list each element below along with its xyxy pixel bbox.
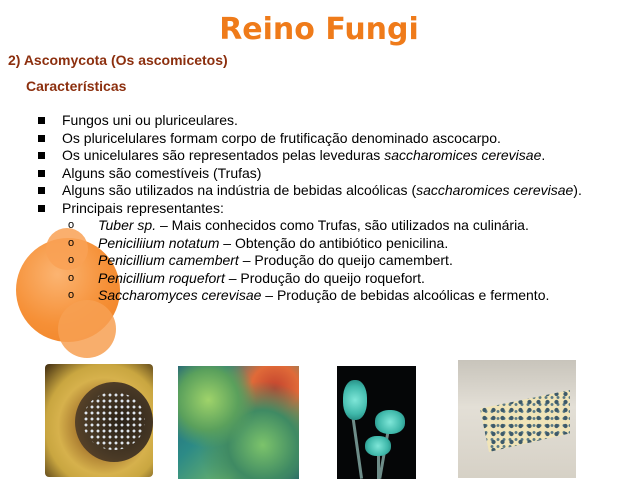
square-bullet-icon xyxy=(38,135,45,142)
representative-item xyxy=(66,217,604,235)
square-bullet-icon xyxy=(38,117,45,124)
circle-bullet-icon: o xyxy=(68,271,75,284)
representatives-list xyxy=(62,217,604,305)
list-item xyxy=(38,165,604,183)
circle-bullet-icon: o xyxy=(68,254,75,266)
square-bullet-icon xyxy=(38,170,45,177)
representative-item xyxy=(66,270,604,288)
species-description: – Produção do queijo roquefort. xyxy=(224,269,425,286)
circle-bullet-icon: o xyxy=(68,289,75,301)
list-item-text: Alguns são comestíveis (Trufas) xyxy=(62,164,262,181)
representative-item xyxy=(66,252,604,270)
penicillium-micrograph-image xyxy=(178,366,299,479)
circle-bullet-icon: o xyxy=(68,236,75,249)
list-item xyxy=(38,200,604,305)
slide-title: Reino Fungi xyxy=(219,12,419,47)
list-item-text: Os unicelulares são representados pelas leveduras xyxy=(62,147,385,163)
fungus-photo-image xyxy=(45,364,153,477)
conidiophore-micrograph-image xyxy=(337,366,416,479)
list-item-text: Principais representantes: xyxy=(62,199,224,216)
list-item xyxy=(38,130,604,148)
circle-bullet-icon: o xyxy=(68,219,75,231)
square-bullet-icon xyxy=(38,152,45,159)
list-item xyxy=(38,147,604,165)
species-description: – Produção do queijo camembert. xyxy=(238,252,453,268)
subsection-heading: Características xyxy=(26,78,127,94)
section-heading: 2) Ascomycota (Os ascomicetos) xyxy=(8,52,228,68)
roquefort-cheese-image xyxy=(458,360,576,478)
species-name: Penicillium camembert xyxy=(98,252,239,268)
list-item-text: ). xyxy=(573,182,582,198)
species-description: – Mais conhecidos como Trufas, são utilizados na culinária. xyxy=(156,217,529,233)
list-item-text: Alguns são utilizados na indústria de bebidas alcoólicas ( xyxy=(62,182,417,198)
characteristics-list xyxy=(38,112,604,305)
species-name: Penicillium roquefort xyxy=(98,269,225,286)
list-item-text: Fungos uni ou pluriceulares. xyxy=(62,112,238,128)
list-item xyxy=(38,112,604,130)
species-name: saccharomices cerevisae xyxy=(384,147,542,163)
representative-item xyxy=(66,287,604,305)
species-name: saccharomices cerevisae xyxy=(416,182,574,198)
square-bullet-icon xyxy=(38,205,45,212)
species-name: Saccharomyces cerevisae xyxy=(98,287,262,303)
list-item xyxy=(38,182,604,200)
square-bullet-icon xyxy=(38,187,45,194)
decorative-circle xyxy=(58,300,116,358)
species-name: Peniciliium notatum xyxy=(98,234,220,251)
list-item-text: . xyxy=(541,147,546,163)
species-description: – Produção de bebidas alcoólicas e fermento. xyxy=(261,287,550,303)
species-name: Tuber sp. xyxy=(98,217,157,233)
representative-item xyxy=(66,235,604,253)
list-item-text: Os pluricelulares formam corpo de frutificação denominado ascocarpo. xyxy=(62,129,501,146)
species-description: – Obtenção do antibiótico penicilina. xyxy=(219,234,449,251)
